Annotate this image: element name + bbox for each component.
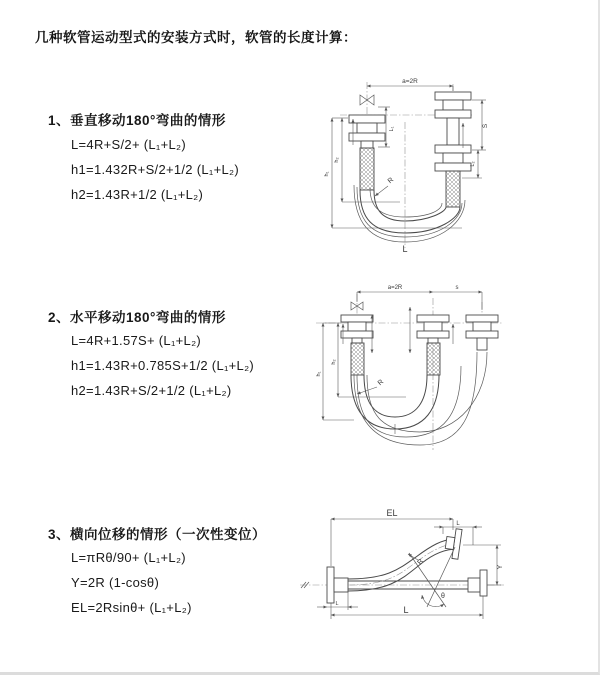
- section-3-heading: 3、横向位移的情形（一次性变位）: [48, 527, 267, 542]
- left-pipe-assembly: [349, 115, 385, 190]
- dimension-el: [331, 508, 453, 566]
- section-2-heading: 2、水平移动180°弯曲的情形: [48, 310, 226, 325]
- radius-label: R: [376, 378, 386, 388]
- page-title: 几种软管运动型式的安装方式时，软管的长度计算：: [35, 30, 357, 45]
- pipe-assembly-2: [417, 315, 449, 375]
- diagram-lateral-displacement: [296, 500, 600, 644]
- dim-label-h1: h₁: [316, 371, 322, 377]
- section-1-formula-h2: h2=1.43R+1/2 (L₁+L₂): [71, 187, 204, 202]
- hose-s-curve: [348, 539, 457, 591]
- dim-label-h2: h₂: [331, 359, 337, 365]
- section-2-formula-h2: h2=1.43R+S/2+1/2 (L₁+L₂): [71, 383, 232, 398]
- dim-label-s: S: [482, 123, 489, 129]
- section-1-formula-L: L=4R+S/2+ (L₁+L₂): [71, 137, 186, 152]
- dimension-s: [472, 100, 489, 150]
- upper-flange-displaced: [444, 528, 462, 560]
- section-2-formula-h1: h1=1.43R+0.785S+1/2 (L₁+L₂): [71, 358, 255, 373]
- small-dimensions: [372, 307, 410, 353]
- diagram-vertical-180-bend: [312, 70, 588, 256]
- dim-label-a2r: a=2R: [387, 285, 403, 291]
- dim-label-h1: h₁: [324, 171, 330, 177]
- radius-label: R: [386, 176, 396, 186]
- diagram-horizontal-180-bend: [310, 282, 590, 470]
- dim-label-h2: h₂: [334, 157, 340, 163]
- straight-pipe-original: [348, 570, 487, 596]
- section-3-formula-EL: EL=2Rsinθ+ (L₁+L₂): [71, 600, 192, 615]
- dimension-a2r: [357, 285, 482, 310]
- section-1-heading: 1、垂直移动180°弯曲的情形: [48, 113, 226, 128]
- radius-label: R: [416, 557, 426, 567]
- dimension-l-bottom: [331, 596, 483, 619]
- section-3-formula-L: L=πRθ/90+ (L₁+L₂): [71, 550, 186, 565]
- dim-label-l-left: L: [335, 601, 339, 607]
- dim-label-l1: L₁: [389, 126, 395, 132]
- pipe-assembly-1: [341, 315, 373, 375]
- hose-curves: [351, 352, 487, 445]
- dim-label-y: Y: [497, 564, 504, 570]
- dimension-a2r: [367, 78, 453, 91]
- dimension-l-left: [317, 592, 358, 610]
- theta-label: θ: [441, 593, 445, 600]
- dim-label-el: EL: [386, 508, 398, 518]
- radius-callout: [357, 379, 385, 394]
- section-1-formula-h1: h1=1.432R+S/2+1/2 (L₁+L₂): [71, 162, 239, 177]
- left-flange: [327, 567, 348, 603]
- dim-label-s: s: [455, 285, 459, 291]
- bottom-center-tick: [390, 424, 400, 434]
- dim-label-l-top: L: [456, 521, 460, 527]
- section-2-formula-L: L=4R+1.57S+ (L₁+L₂): [71, 333, 202, 348]
- section-3-formula-Y: Y=2R (1-cosθ): [71, 575, 160, 590]
- right-pipe-assembly: [435, 92, 471, 207]
- pipe-assembly-3-displaced: [466, 315, 498, 350]
- radius-callout: [375, 177, 395, 196]
- dimension-h1: [324, 118, 462, 228]
- dim-label-l2: L₂: [470, 161, 476, 167]
- dim-label-l-bottom: L: [403, 605, 409, 615]
- length-label: L: [402, 244, 408, 254]
- dim-label-a2r: a=2R: [402, 78, 418, 85]
